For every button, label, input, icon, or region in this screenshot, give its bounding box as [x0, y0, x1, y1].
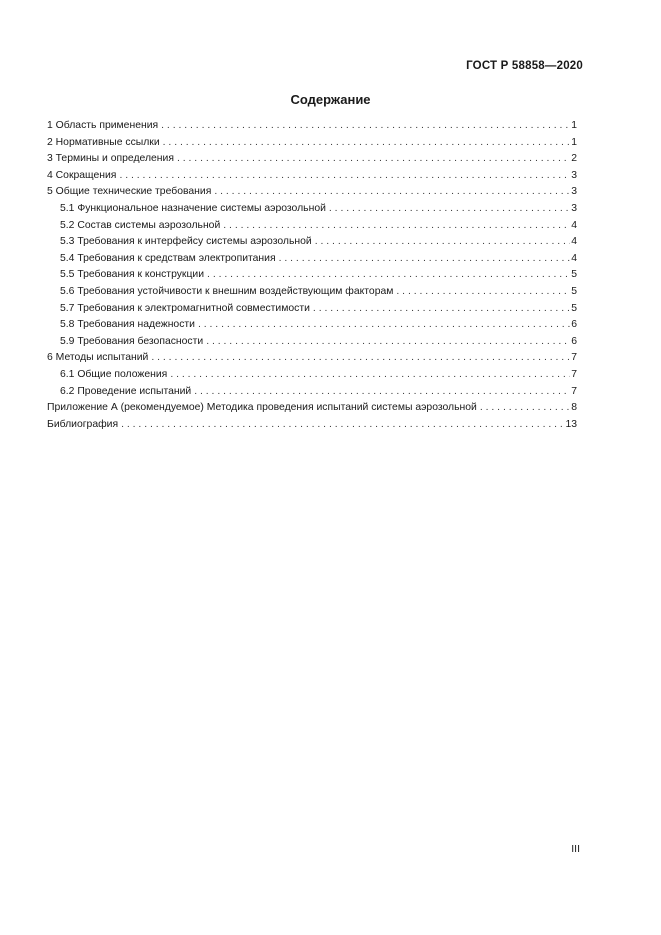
- toc-entry-label: 5.5 Требования к конструкции: [60, 269, 205, 281]
- toc-leader-dots: [198, 317, 570, 334]
- toc-leader-dots: [206, 334, 570, 351]
- toc-entry-page: 3: [571, 202, 577, 214]
- toc-entry[interactable]: [47, 218, 577, 235]
- toc-entry-label: 5.2 Состав системы аэрозольной: [60, 219, 221, 231]
- toc-entry[interactable]: [47, 417, 577, 434]
- toc-entry[interactable]: [47, 168, 577, 185]
- toc-entry-label: 3 Термины и определения: [47, 153, 174, 165]
- toc-entry[interactable]: [47, 301, 577, 318]
- table-of-contents: [47, 118, 577, 433]
- toc-entry-page: 5: [571, 302, 577, 314]
- toc-leader-dots: [119, 168, 570, 185]
- toc-entry[interactable]: [47, 184, 577, 201]
- toc-entry-label: 6.1 Общие положения: [60, 368, 168, 380]
- toc-entry-label: 6 Методы испытаний: [47, 352, 149, 364]
- toc-entry-label: 5.6 Требования устойчивости к внешним воздействующим факторам: [60, 285, 394, 297]
- toc-title: Содержание: [290, 92, 371, 107]
- toc-entry-label: 6.2 Проведение испытаний: [60, 385, 192, 397]
- toc-leader-dots: [279, 251, 570, 268]
- toc-leader-dots: [194, 384, 570, 401]
- toc-leader-dots: [170, 367, 570, 384]
- toc-leader-dots: [163, 135, 570, 152]
- toc-entry-page: 4: [571, 236, 577, 248]
- toc-entry-page: 3: [571, 169, 577, 181]
- toc-entry[interactable]: [47, 201, 577, 218]
- toc-entry-page: 1: [571, 136, 577, 148]
- toc-entry-page: 5: [571, 269, 577, 281]
- toc-leader-dots: [214, 184, 570, 201]
- toc-entry-page: 7: [571, 352, 577, 364]
- toc-entry-page: 7: [571, 368, 577, 380]
- toc-entry-page: 7: [571, 385, 577, 397]
- toc-entry[interactable]: [47, 251, 577, 268]
- toc-entry-label: 5.4 Требования к средствам электропитания: [60, 252, 276, 264]
- toc-entry-label: 5 Общие технические требования: [47, 186, 212, 198]
- toc-leader-dots: [396, 284, 570, 301]
- toc-leader-dots: [121, 417, 564, 434]
- toc-entry-label: 2 Нормативные ссылки: [47, 136, 160, 148]
- toc-entry-page: 6: [571, 319, 577, 331]
- toc-entry-page: 8: [571, 402, 577, 414]
- toc-leader-dots: [161, 118, 570, 135]
- toc-entry[interactable]: [47, 118, 577, 135]
- toc-leader-dots: [177, 151, 570, 168]
- toc-entry[interactable]: [47, 135, 577, 152]
- toc-entry-page: 4: [571, 219, 577, 231]
- toc-entry-label: Приложение А (рекомендуемое) Методика проведения испытаний системы аэрозольной: [47, 402, 477, 414]
- toc-leader-dots: [151, 350, 570, 367]
- toc-leader-dots: [480, 400, 570, 417]
- toc-entry-page: 2: [571, 153, 577, 165]
- toc-entry-label: 5.3 Требования к интерфейсу системы аэрозольной: [60, 236, 312, 248]
- toc-leader-dots: [223, 218, 570, 235]
- toc-entry[interactable]: [47, 367, 577, 384]
- toc-entry-page: 1: [571, 120, 577, 131]
- toc-entry-page: 5: [571, 285, 577, 297]
- toc-entry-label: 4 Сокращения: [47, 169, 117, 181]
- toc-entry-page: 13: [565, 418, 577, 430]
- toc-entry[interactable]: [47, 284, 577, 301]
- toc-entry-label: 5.7 Требования к электромагнитной совместимости: [60, 302, 310, 314]
- toc-entry[interactable]: [47, 400, 577, 417]
- toc-entry-label: 5.9 Требования безопасности: [60, 335, 204, 347]
- toc-leader-dots: [313, 301, 570, 318]
- toc-entry-page: 6: [571, 335, 577, 347]
- toc-leader-dots: [329, 201, 570, 218]
- toc-entry[interactable]: [47, 317, 577, 334]
- document-code: ГОСТ Р 58858—2020: [466, 60, 583, 72]
- toc-entry[interactable]: [47, 384, 577, 401]
- toc-entry-label: Библиография: [47, 418, 119, 430]
- toc-entry-label: 5.1 Функциональное назначение системы аэрозольной: [60, 202, 326, 214]
- toc-entry[interactable]: [47, 234, 577, 251]
- toc-entry[interactable]: [47, 334, 577, 351]
- toc-entry-label: 1 Область применения: [47, 120, 159, 131]
- toc-entry[interactable]: [47, 350, 577, 367]
- page-number: III: [571, 843, 580, 855]
- toc-entry-page: 3: [571, 186, 577, 198]
- toc-entry[interactable]: [47, 267, 577, 284]
- toc-leader-dots: [207, 267, 570, 284]
- toc-entry[interactable]: [47, 151, 577, 168]
- toc-entry-page: 4: [571, 252, 577, 264]
- toc-entry-label: 5.8 Требования надежности: [60, 319, 195, 331]
- toc-leader-dots: [315, 234, 570, 251]
